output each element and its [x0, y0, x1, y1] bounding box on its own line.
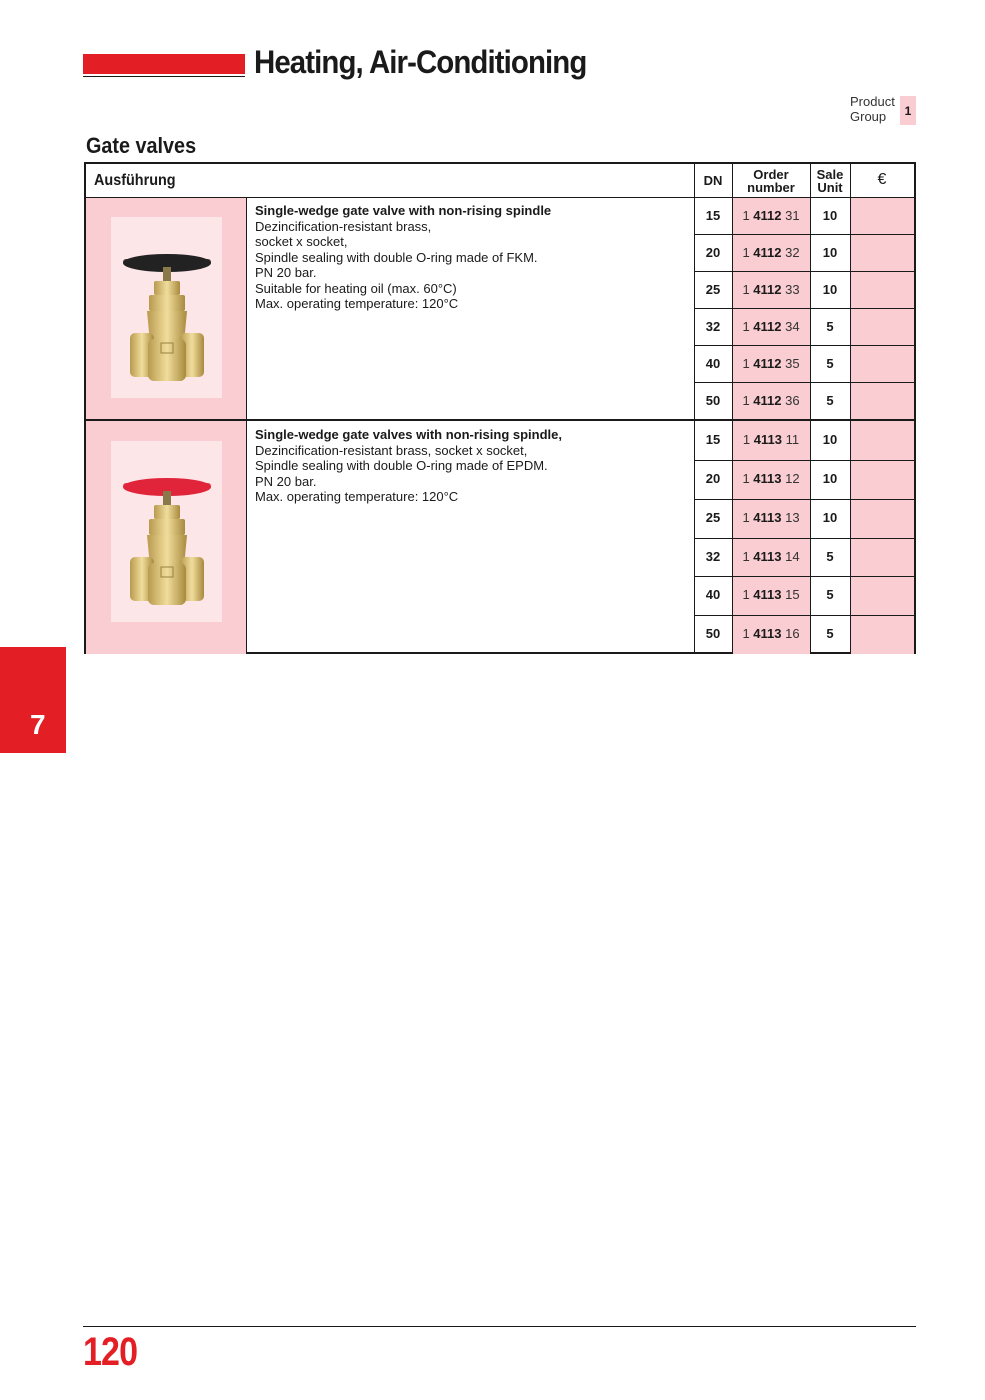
- description-line: PN 20 bar.: [255, 473, 317, 489]
- order-suffix: 35: [781, 356, 800, 371]
- price-cell[interactable]: [850, 271, 914, 308]
- product-description: [255, 203, 689, 312]
- description-line: Dezincification-resistant brass,: [255, 218, 432, 234]
- price-cell[interactable]: [850, 499, 914, 538]
- product-image: [111, 441, 222, 622]
- order-bold: 4113: [753, 509, 782, 525]
- order-suffix: 15: [781, 587, 800, 603]
- dn-cell: 50: [705, 393, 721, 408]
- order-prefix: 1: [742, 432, 754, 447]
- header-dn: DN: [703, 173, 723, 188]
- chapter-number: 7: [30, 709, 46, 740]
- order-suffix: 12: [781, 470, 800, 486]
- order-suffix: 16: [781, 626, 800, 642]
- sale-unit-cell: 5: [826, 548, 834, 564]
- price-cell[interactable]: [850, 538, 914, 577]
- order-prefix: 1: [742, 626, 754, 642]
- gate-valve-icon: [112, 447, 222, 617]
- dn-cell: 40: [705, 356, 721, 371]
- order-bold: 4112: [753, 356, 782, 371]
- product-group-badge: 1: [900, 96, 916, 125]
- price-cell[interactable]: [850, 382, 914, 419]
- page-number: 120: [83, 1330, 138, 1374]
- order-number-cell: [732, 382, 810, 419]
- order-suffix: 31: [781, 208, 800, 223]
- order-suffix: 33: [781, 282, 800, 297]
- product-title: Single-wedge gate valve with non-rising spindle: [255, 203, 552, 218]
- order-number-cell: [732, 538, 810, 577]
- column-divider: [246, 197, 247, 654]
- order-bold: 4112: [753, 208, 782, 223]
- order-suffix: 32: [781, 245, 800, 260]
- dn-cell: 25: [705, 282, 721, 297]
- sale-unit-cell: 10: [822, 509, 838, 525]
- order-suffix: 13: [781, 509, 800, 525]
- order-prefix: 1: [742, 587, 754, 603]
- sale-unit-cell: 5: [826, 587, 834, 603]
- description-line: PN 20 bar.: [255, 265, 317, 280]
- dn-cell: 32: [705, 548, 721, 564]
- description-line: Spindle sealing with double O-ring made of FKM.: [255, 249, 538, 265]
- order-number-cell: [732, 197, 810, 234]
- price-cell[interactable]: [850, 421, 914, 460]
- dn-cell: 50: [705, 626, 721, 642]
- product-image: [111, 217, 222, 398]
- price-cell[interactable]: [850, 615, 914, 654]
- order-prefix: 1: [742, 356, 754, 371]
- order-prefix: 1: [742, 393, 754, 408]
- product-title: Single-wedge gate valves with non-rising spindle,: [255, 427, 562, 442]
- price-cell[interactable]: [850, 308, 914, 345]
- footer-rule: [83, 1326, 916, 1327]
- order-prefix: 1: [742, 470, 754, 486]
- sale-unit-cell: 10: [822, 282, 838, 297]
- price-cell[interactable]: [850, 345, 914, 382]
- order-number-cell: [732, 576, 810, 615]
- sale-unit-cell: 5: [826, 626, 834, 642]
- order-number-cell: [732, 499, 810, 538]
- header-rule: [83, 76, 245, 77]
- order-bold: 4113: [753, 587, 782, 603]
- order-prefix: 1: [742, 282, 754, 297]
- sale-unit-cell: 10: [822, 208, 838, 223]
- sale-unit-cell: 10: [822, 432, 838, 447]
- order-number-cell: [732, 615, 810, 654]
- header-ausfuehrung: Ausführung: [94, 172, 176, 189]
- description-line: socket x socket,: [255, 234, 348, 249]
- price-cell[interactable]: [850, 576, 914, 615]
- order-number-cell: [732, 460, 810, 499]
- order-suffix: 14: [781, 548, 800, 564]
- sale-unit-cell: 5: [826, 393, 834, 408]
- chapter-tab[interactable]: [0, 647, 66, 753]
- order-number-cell: [732, 271, 810, 308]
- price-cell[interactable]: [850, 460, 914, 499]
- order-suffix: 36: [781, 393, 800, 408]
- order-bold: 4113: [753, 626, 782, 642]
- order-bold: 4113: [753, 470, 782, 486]
- order-number-cell: [732, 345, 810, 382]
- price-cell[interactable]: [850, 197, 914, 234]
- order-number-cell: [732, 234, 810, 271]
- order-bold: 4112: [753, 393, 782, 408]
- header-price: €: [877, 171, 887, 188]
- order-prefix: 1: [742, 509, 754, 525]
- dn-cell: 20: [705, 470, 721, 486]
- gate-valve-icon: [112, 223, 222, 393]
- order-number-cell: [732, 308, 810, 345]
- price-cell[interactable]: [850, 234, 914, 271]
- order-suffix: 34: [781, 319, 800, 334]
- order-bold: 4112: [753, 282, 782, 297]
- order-prefix: 1: [742, 245, 754, 260]
- page-title: Heating, Air-Conditioning: [254, 44, 587, 80]
- order-bold: 4113: [753, 548, 782, 564]
- order-prefix: 1: [742, 548, 754, 564]
- dn-cell: 32: [705, 319, 721, 334]
- order-number-cell: [732, 421, 810, 460]
- sale-unit-cell: 10: [822, 245, 838, 260]
- product-group-label: Product Group: [850, 94, 895, 124]
- sale-unit-cell: 5: [826, 356, 834, 371]
- header-order-number: Order number: [747, 167, 795, 195]
- dn-cell: 15: [705, 432, 721, 447]
- section-title: Gate valves: [86, 133, 197, 158]
- header-sale-unit: Sale Unit: [816, 167, 844, 195]
- product-description: [255, 427, 689, 505]
- dn-cell: 40: [705, 587, 721, 603]
- description-line: Max. operating temperature: 120°C: [255, 296, 459, 311]
- description-line: Spindle sealing with double O-ring made of EPDM.: [255, 458, 548, 473]
- description-line: Max. operating temperature: 120°C: [255, 489, 459, 504]
- order-bold: 4112: [753, 319, 782, 334]
- description-line: Suitable for heating oil (max. 60°C): [255, 280, 457, 296]
- order-prefix: 1: [742, 319, 754, 334]
- order-suffix: 11: [781, 432, 800, 447]
- dn-cell: 15: [705, 208, 721, 223]
- order-prefix: 1: [742, 208, 754, 223]
- sale-unit-cell: 10: [822, 470, 838, 486]
- description-line: Dezincification-resistant brass, socket x socket,: [255, 442, 528, 458]
- dn-cell: 20: [705, 245, 721, 260]
- dn-cell: 25: [705, 509, 721, 525]
- header-accent-bar: [83, 54, 245, 74]
- sale-unit-cell: 5: [826, 319, 834, 334]
- order-bold: 4112: [753, 245, 782, 260]
- order-bold: 4113: [753, 432, 782, 447]
- product-table: [84, 162, 916, 654]
